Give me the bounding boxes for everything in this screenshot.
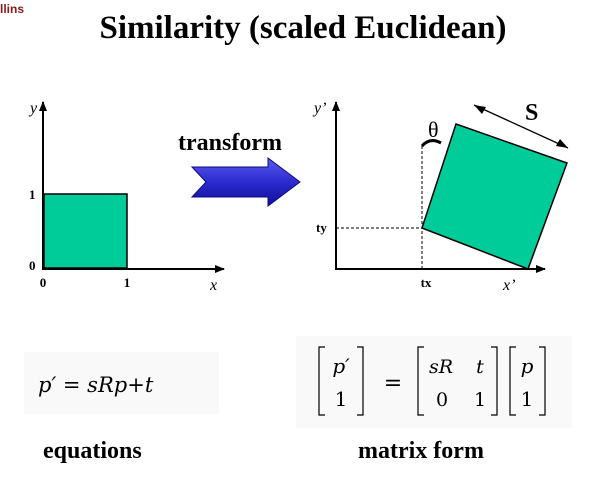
right-y-axis-label: y’	[314, 100, 327, 117]
left-x-tick-0: 0	[39, 275, 47, 290]
rhs-top: p	[520, 354, 534, 378]
unit-square	[44, 194, 127, 268]
left-y-tick-1: 1	[29, 187, 36, 202]
equation-equals: =	[56, 373, 88, 397]
left-y-axis-label: y	[30, 100, 38, 117]
scale-arrowhead-start	[474, 105, 486, 114]
matrix-zero: 0	[435, 389, 449, 411]
equation-lhs: p′	[38, 373, 57, 397]
right-x-axis-label: x’	[503, 277, 516, 294]
equation-text	[38, 373, 154, 397]
rhs-bottom: 1	[520, 387, 534, 411]
scale-label: S	[525, 100, 539, 126]
equation-plus: +	[127, 373, 145, 397]
equation-box	[24, 352, 219, 414]
left-y-tick-0: 0	[29, 258, 36, 273]
matrix-sR: sR	[428, 356, 454, 378]
tx-label: tx	[420, 275, 432, 290]
transformed-square	[422, 124, 567, 269]
lhs-top: p′	[332, 354, 350, 378]
equations-caption: equations	[43, 438, 142, 464]
matrix-one: 1	[473, 389, 487, 411]
left-x-axis-label: x	[210, 277, 218, 294]
lhs-bottom: 1	[334, 387, 348, 411]
matrix-background	[296, 336, 572, 428]
left-x-tick-1: 1	[123, 275, 131, 290]
transform-label: transform	[178, 130, 282, 156]
ty-label: ty	[316, 220, 327, 235]
matrix-equals: =	[383, 371, 403, 396]
right-plot	[312, 100, 568, 294]
transform-arrow-icon	[192, 158, 300, 206]
equation-rhs: sRp	[87, 373, 128, 397]
theta-label: θ	[428, 117, 439, 142]
matrix-box	[296, 336, 572, 428]
slide-title: Similarity (scaled Euclidean)	[99, 10, 507, 46]
equation-t: t	[144, 373, 154, 397]
matrix-t: t	[476, 356, 484, 378]
scale-arrowhead-end	[556, 139, 568, 148]
corner-fragment-text: llins	[0, 2, 25, 16]
matrix-form-caption: matrix form	[358, 438, 484, 464]
